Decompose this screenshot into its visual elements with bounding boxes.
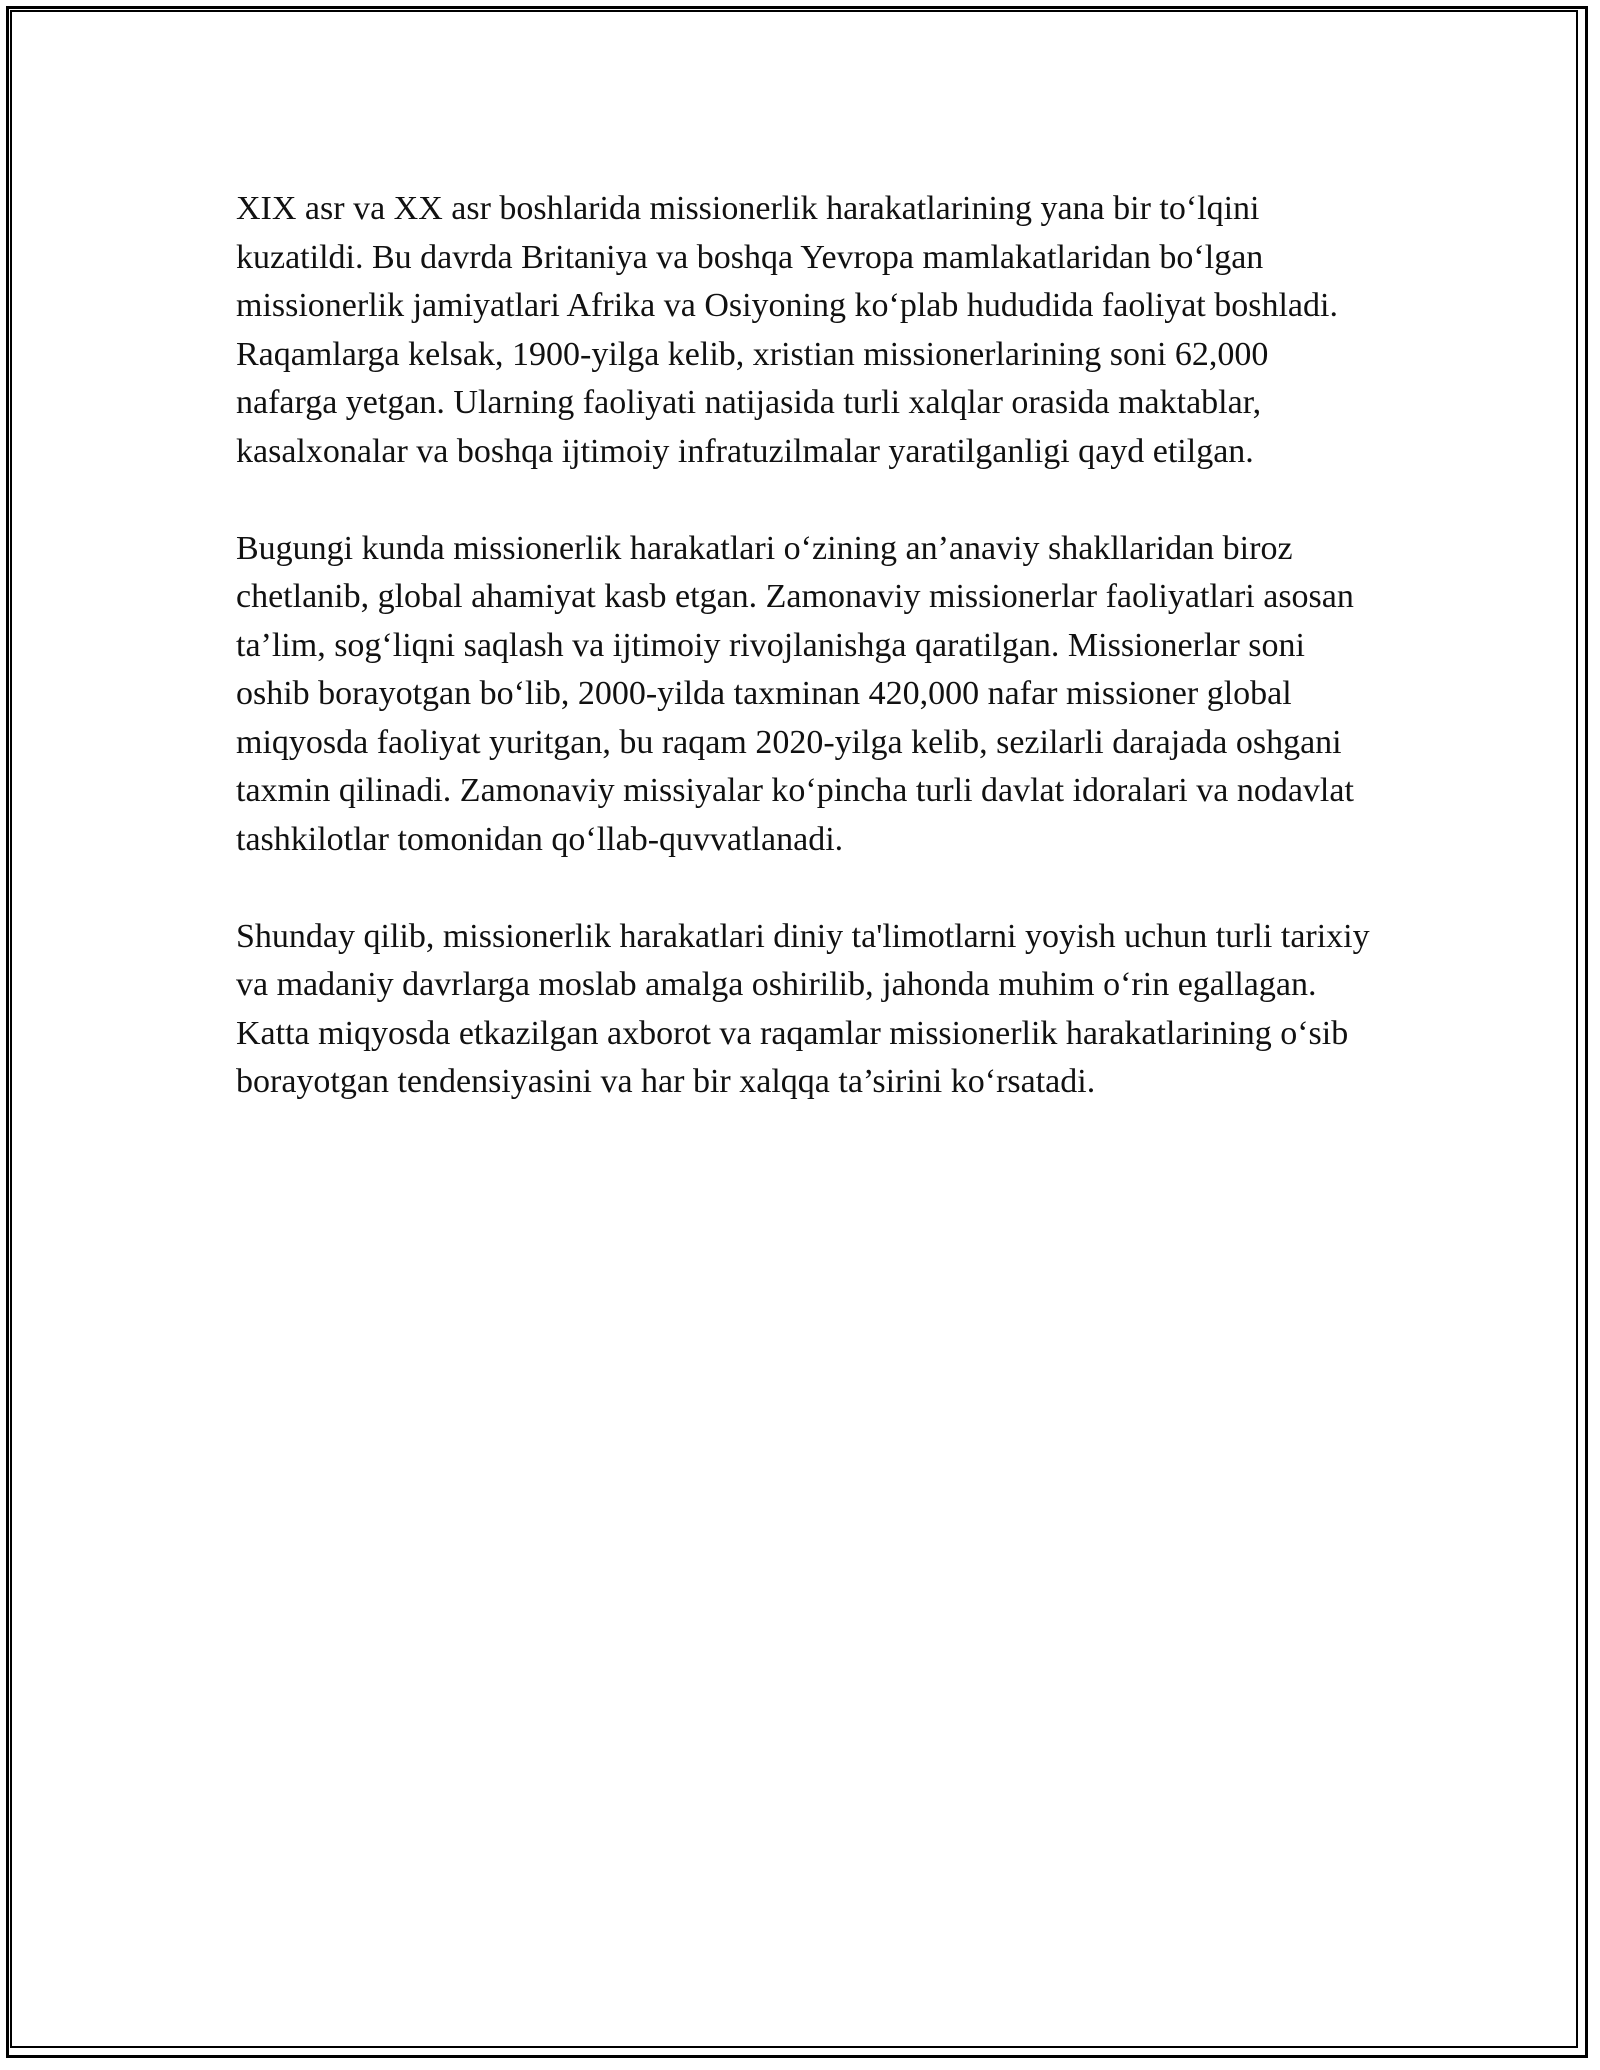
- paragraph-1: XIX asr va XX asr boshlarida missionerlik harakatlarining yana bir to‘lqini kuzatildi. Bu davrda Britaniya va boshqa Yevropa mamlakatlaridan bo‘lgan missionerlik jamiyatlari Afrika va Osiyoning ko‘plab hududida faoliyat boshladi. Raqamlarga kelsak, 1900-yilga kelib, xristian missionerlarining soni 62,000 nafarga yetgan. Ularning faoliyati natijasida turli xalqlar orasida maktablar, kasalxonalar va boshqa ijtimoiy infratuzilmalar yaratilganligi qayd etilgan.: [236, 190, 1338, 470]
- paragraph-2: Bugungi kunda missionerlik harakatlari o‘zining an’anaviy shakllaridan biroz chetlanib, global ahamiyat kasb etgan. Zamonaviy missionerlar faoliyatlari asosan ta’lim, sog‘liqni saqlash va ijtimoiy rivojlanishga qaratilgan. Missionerlar soni oshib borayotgan bo‘lib, 2000-yilda taxminan 420,000 nafar missioner global miqyosda faoliyat yuritgan, bu raqam 2020-yilga kelib, sezilarli darajada oshgani taxmin qilinadi. Zamonaviy missiyalar ko‘pincha turli davlat idoralari va nodavlat tashkilotlar tomonidan qo‘llab-quvvatlanadi.: [236, 529, 1354, 858]
- paragraph-3: Shunday qilib, missionerlik harakatlari diniy ta'limotlarni yoyish uchun turli tarixiy va madaniy davrlarga moslab amalga oshirilib, jahonda muhim o‘rin egallagan. Katta miqyosda etkazilgan axborot va raqamlar missionerlik harakatlarining o‘sib borayotgan tendensiyasini va har bir xalqqa ta’sirini ko‘rsatadi.: [236, 917, 1370, 1100]
- document-body: [236, 185, 1376, 1155]
